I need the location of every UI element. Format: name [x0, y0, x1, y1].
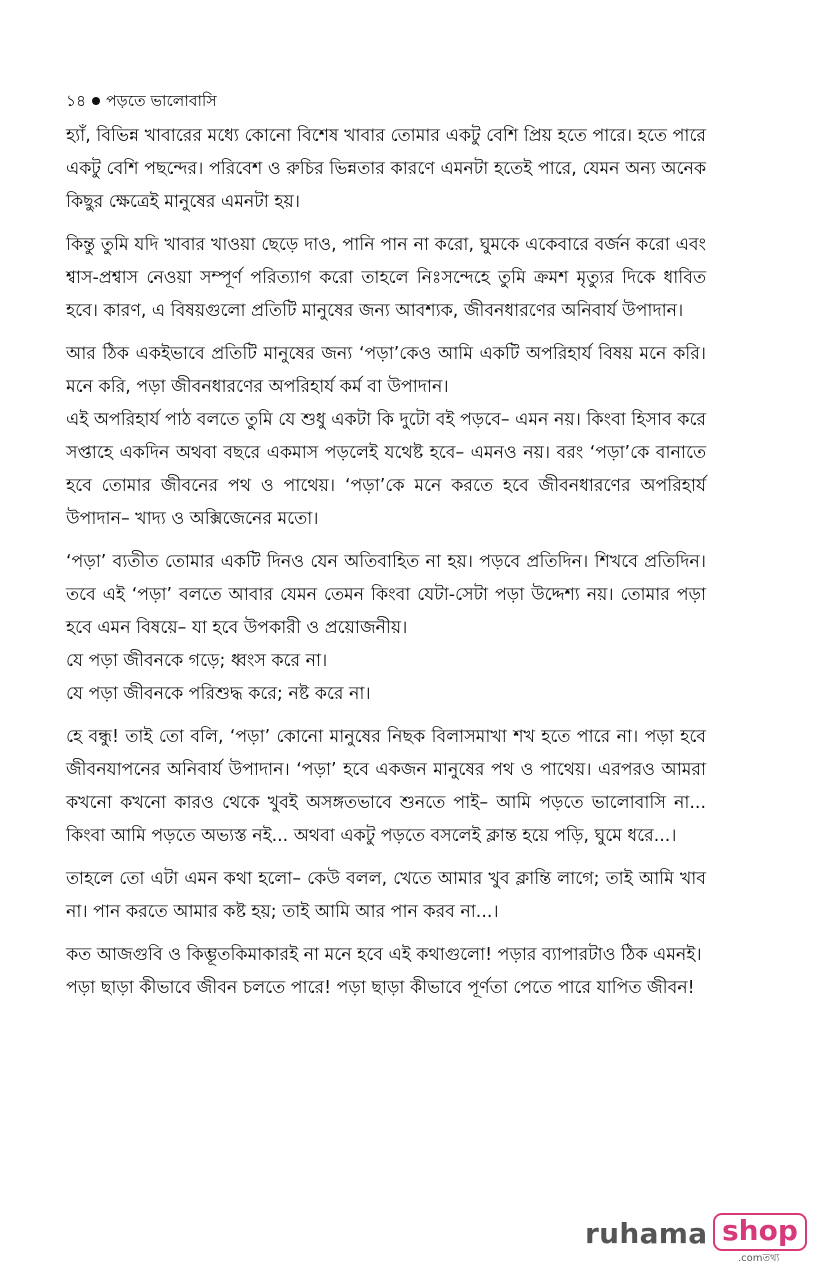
logo-ruhama-text: ruhama [585, 1217, 708, 1250]
paragraph-7: যে পড়া জীবনকে পরিশুদ্ধ করে; নষ্ট করে না। [66, 684, 371, 704]
paragraph-5: ‘পড়া’ ব্যতীত তোমার একটি দিনও যেন অতিবাহিত না হয়। পড়বে প্রতিদিন। শিখবে প্রতিদিন। তবে এই ‘পড়া’ বলতে আবার যেমন তেমন কিংবা যেটা-সেটা পড়া উদ্দেশ্য নয়। তোমার পড়া হবে এমন বিষয়ে– যা হবে উপকারী ও প্রয়োজনীয়। [66, 552, 706, 638]
paragraph-1: হ্যাঁ, বিভিন্ন খাবারের মধ্যে কোনো বিশেষ খাবার তোমার একটু বেশি প্রিয় হতে পারে। হতে পারে একটু বেশি পছন্দের। পরিবেশ ও রুচির ভিন্নতার কারণে এমনটা হতেই পারে, যেমন অন্য অনেক কিছুর ক্ষেত্রেই মানুষের এমনটা হয়। [66, 126, 706, 212]
paragraph-8: হে বন্ধু! তাই তো বলি, ‘পড়া’ কোনো মানুষের নিছক বিলাসমাখা শখ হতে পারে না। পড়া হবে জীবনযাপনের অনিবার্য উপাদান। ‘পড়া’ হবে একজন মানুষের পথ ও পাথেয়। এরপরও আমরা কখনো কখনো কারও থেকে খুবই অসঙ্গতভাবে শুনতে পাই– আমি পড়তে ভালোবাসি না... কিংবা আমি পড়তে অভ্যস্ত নই... অথবা একটু পড়তে বসলেই ক্লান্ত হয়ে পড়ি, ঘুমে ধরে...। [66, 727, 706, 846]
paragraph-3: আর ঠিক একইভাবে প্রতিটি মানুষের জন্য ‘পড়া’কেও আমি একটি অপরিহার্য বিষয় মনে করি। মনে করি, পড়া জীবনধারণের অপরিহার্য কর্ম বা উপাদান। [66, 344, 706, 397]
paragraph-10: কত আজগুবি ও কিম্ভূতকিমাকারই না মনে হবে এই কথাগুলো! পড়ার ব্যাপারটাও ঠিক এমনই। [66, 945, 702, 965]
book-title: পড়তে ভালোবাসি [106, 92, 217, 110]
paragraph-9: তাহলে তো এটা এমন কথা হলো– কেউ বলল, খেতে আমার খুব ক্লান্তি লাগে; তাই আমি খাব না। পান করতে আমার কষ্ট হয়; তাই আমি আর পান করব না...। [66, 869, 706, 922]
paragraph-4: এই অপরিহার্য পাঠ বলতে তুমি যে শুধু একটা কি দুটো বই পড়বে– এমন নয়। কিংবা হিসাব করে সপ্তাহে একদিন অথবা বছরে একমাস পড়লেই যথেষ্ট হবে– এমনও নয়। বরং ‘পড়া’কে বানাতে হবে তোমার জীবনের পথ ও পাথেয়। ‘পড়া’কে মনে করতে হবে জীবনধারণের অপরিহার্য উপাদান– খাদ্য ও অক্সিজেনের মতো। [66, 410, 706, 529]
ruhamashop-logo [585, 1213, 798, 1264]
paragraph-6: যে পড়া জীবনকে গড়ে; ধ্বংস করে না। [66, 651, 328, 671]
page-number: ১৪ [66, 92, 87, 110]
logo-shop-badge: shop [713, 1213, 807, 1251]
running-head [66, 90, 706, 112]
paragraph-2: কিন্তু তুমি যদি খাবার খাওয়া ছেড়ে দাও, পানি পান না করো, ঘুমকে একেবারে বর্জন করো এবং শ্বাস-প্রশ্বাস নেওয়া সম্পূর্ণ পরিত্যাগ করো তাহলে নিঃসন্দেহে তুমি ক্রমশ মৃত্যুর দিকে ধাবিত হবে। কারণ, এ বিষয়গুলো প্রতিটি মানুষের জন্য আবশ্যক, জীবনধারণের অনিবার্য উপাদান। [66, 235, 706, 321]
page-body [66, 90, 706, 1015]
paragraph-11: পড়া ছাড়া কীভাবে জীবন চলতে পারে! পড়া ছাড়া কীভাবে পূর্ণতা পেতে পারে যাপিত জীবন! [66, 978, 695, 998]
logo-domain-suffix: .comতথ্য [738, 1253, 780, 1264]
bullet-dot-icon [92, 97, 100, 105]
